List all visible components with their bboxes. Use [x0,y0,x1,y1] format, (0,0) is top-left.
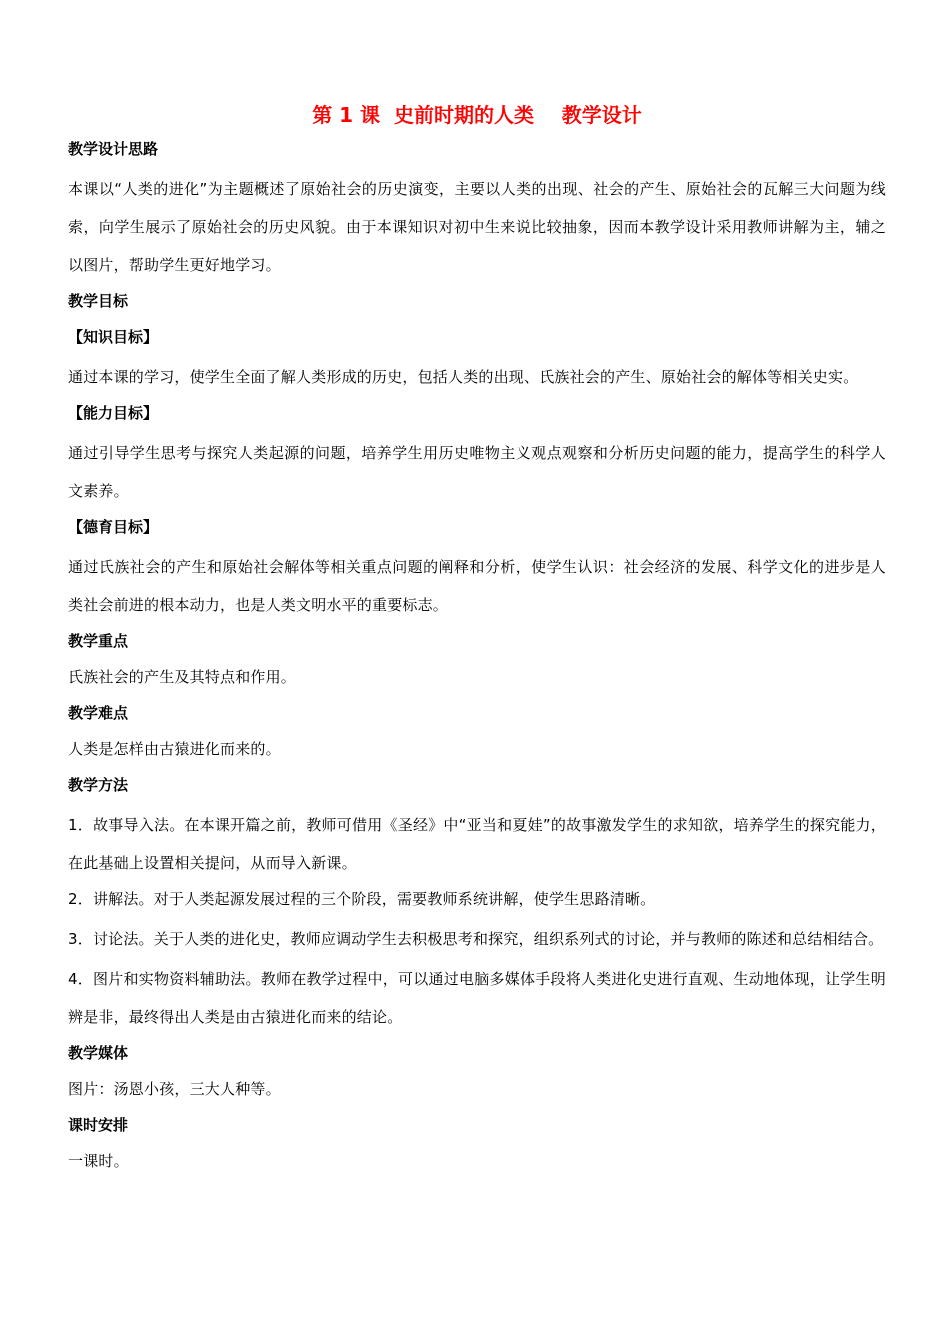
heading-key-point: 教学重点 [68,632,129,650]
heading-moral-objective: 【德育目标】 [68,518,159,536]
heading-schedule: 课时安排 [68,1116,129,1134]
heading-media: 教学媒体 [68,1044,129,1062]
paragraph-difficulty: 人类是怎样由古猿进化而来的。 [68,740,281,758]
paragraph-knowledge-objective: 通过本课的学习，使学生全面了解人类形成的历史，包括人类的出现、氏族社会的产生、原始社会的解体等相关史实。 [68,368,859,386]
paragraph-ability-objective: 通过引导学生思考与探究人类起源的问题，培养学生用历史唯物主义观点观察和分析历史问题的能力，提高学生的科学人文素养。 [68,444,886,500]
method-item-1: 1．故事导入法。在本课开篇之前，教师可借用《圣经》中“亚当和夏娃”的故事激发学生的求知欲，培养学生的探究能力，在此基础上设置相关提问，从而导入新课。 [68,816,886,872]
paragraph-moral-objective: 通过氏族社会的产生和原始社会解体等相关重点问题的阐释和分析，使学生认识：社会经济的发展、科学文化的进步是人类社会前进的根本动力，也是人类文明水平的重要标志。 [68,558,886,614]
document-page [68,100,886,1182]
paragraph-media: 图片：汤恩小孩，三大人种等。 [68,1080,281,1098]
paragraph-design-idea: 本课以“人类的进化”为主题概述了原始社会的历史演变，主要以人类的出现、社会的产生、原始社会的瓦解三大问题为线索，向学生展示了原始社会的历史风貌。由于本课知识对初中生来说比较抽象，因而本教学设计采用教师讲解为主，辅之以图片，帮助学生更好地学习。 [68,180,886,274]
paragraph-key-point: 氏族社会的产生及其特点和作用。 [68,668,297,686]
heading-methods: 教学方法 [68,776,129,794]
method-item-4: 4．图片和实物资料辅助法。教师在教学过程中，可以通过电脑多媒体手段将人类进化史进行直观、生动地体现，让学生明辨是非，最终得出人类是由古猿进化而来的结论。 [68,970,886,1026]
heading-objectives: 教学目标 [68,292,129,310]
document-title: 第 1 课 史前时期的人类 教学设计 [312,103,642,127]
heading-design-idea: 教学设计思路 [68,140,159,158]
heading-ability-objective: 【能力目标】 [68,404,159,422]
method-item-2: 2．讲解法。对于人类起源发展过程的三个阶段，需要教师系统讲解，使学生思路清晰。 [68,890,656,908]
heading-knowledge-objective: 【知识目标】 [68,328,159,346]
heading-difficulty: 教学难点 [68,704,129,722]
method-item-3: 3．讨论法。关于人类的进化史，教师应调动学生去积极思考和探究，组织系列式的讨论，并与教师的陈述和总结相结合。 [68,930,884,948]
paragraph-schedule: 一课时。 [68,1152,129,1170]
